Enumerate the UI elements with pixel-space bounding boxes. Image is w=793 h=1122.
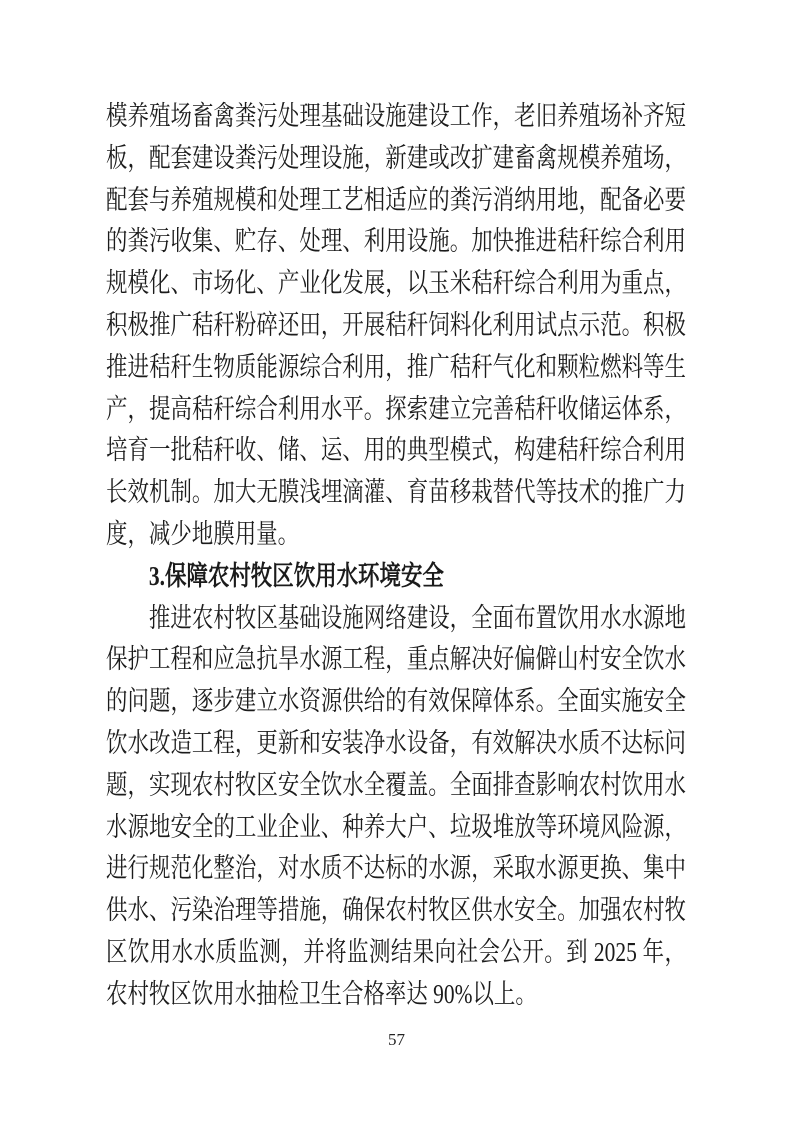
- paragraph-2: [106, 598, 686, 1016]
- text-line: 培育一批秸秆收、储、运、用的典型模式，构建秸秆综合利用: [106, 435, 686, 466]
- text-line: 供水、污染治理等措施，确保农村牧区供水安全。加强农村牧: [106, 895, 686, 926]
- text-line: 进行规范化整治，对水质不达标的水源，采取水源更换、集中: [106, 853, 686, 884]
- text-line: 推进秸秆生物质能源综合利用，推广秸秆气化和颗粒燃料等生: [106, 351, 686, 382]
- text-line: 的粪污收集、贮存、处理、利用设施。加快推进秸秆综合利用: [106, 226, 686, 257]
- body-text: [106, 96, 686, 1016]
- section-heading: 3.保障农村牧区饮用水环境安全: [148, 560, 444, 591]
- text-line: 度，减少地膜用量。: [106, 518, 300, 549]
- text-line: 水源地安全的工业企业、种养大户、垃圾堆放等环境风险源，: [106, 811, 686, 842]
- text-line: 模养殖场畜禽粪污处理基础设施建设工作，老旧养殖场补齐短: [106, 101, 686, 131]
- text-line: 区饮用水水质监测，并将监测结果向社会公开。到 2025 年，: [106, 936, 686, 967]
- text-line: 积极推广秸秆粉碎还田，开展秸秆饲料化利用试点示范。积极: [106, 309, 686, 340]
- text-line: 长效机制。加大无膜浅埋滴灌、育苗移栽替代等技术的推广力: [106, 477, 686, 508]
- text-line: 板，配套建设粪污处理设施，新建或改扩建畜禽规模养殖场，: [106, 142, 686, 173]
- text-line: 题，实现农村牧区安全饮水全覆盖。全面排查影响农村饮用水: [106, 769, 686, 800]
- text-line: 配套与养殖规模和处理工艺相适应的粪污消纳用地，配备必要: [106, 184, 686, 215]
- text-line: 规模化、市场化、产业化发展，以玉米秸秆综合利用为重点，: [106, 268, 686, 299]
- paragraph-1: [106, 96, 686, 556]
- text-line: 饮水改造工程，更新和安装净水设备，有效解决水质不达标问: [106, 727, 686, 758]
- text-line: 保护工程和应急抗旱水源工程，重点解决好偏僻山村安全饮水: [106, 644, 686, 675]
- text-line: 的问题，逐步建立水资源供给的有效保障体系。全面实施安全: [106, 686, 686, 717]
- text-line: 推进农村牧区基础设施网络建设，全面布置饮用水水源地: [148, 602, 686, 633]
- text-line: 产，提高秸秆综合利用水平。探索建立完善秸秆收储运体系，: [106, 393, 686, 424]
- text-line: 农村牧区饮用水抽检卫生合格率达 90%以上。: [106, 978, 537, 1009]
- page-number: 57: [388, 1030, 405, 1049]
